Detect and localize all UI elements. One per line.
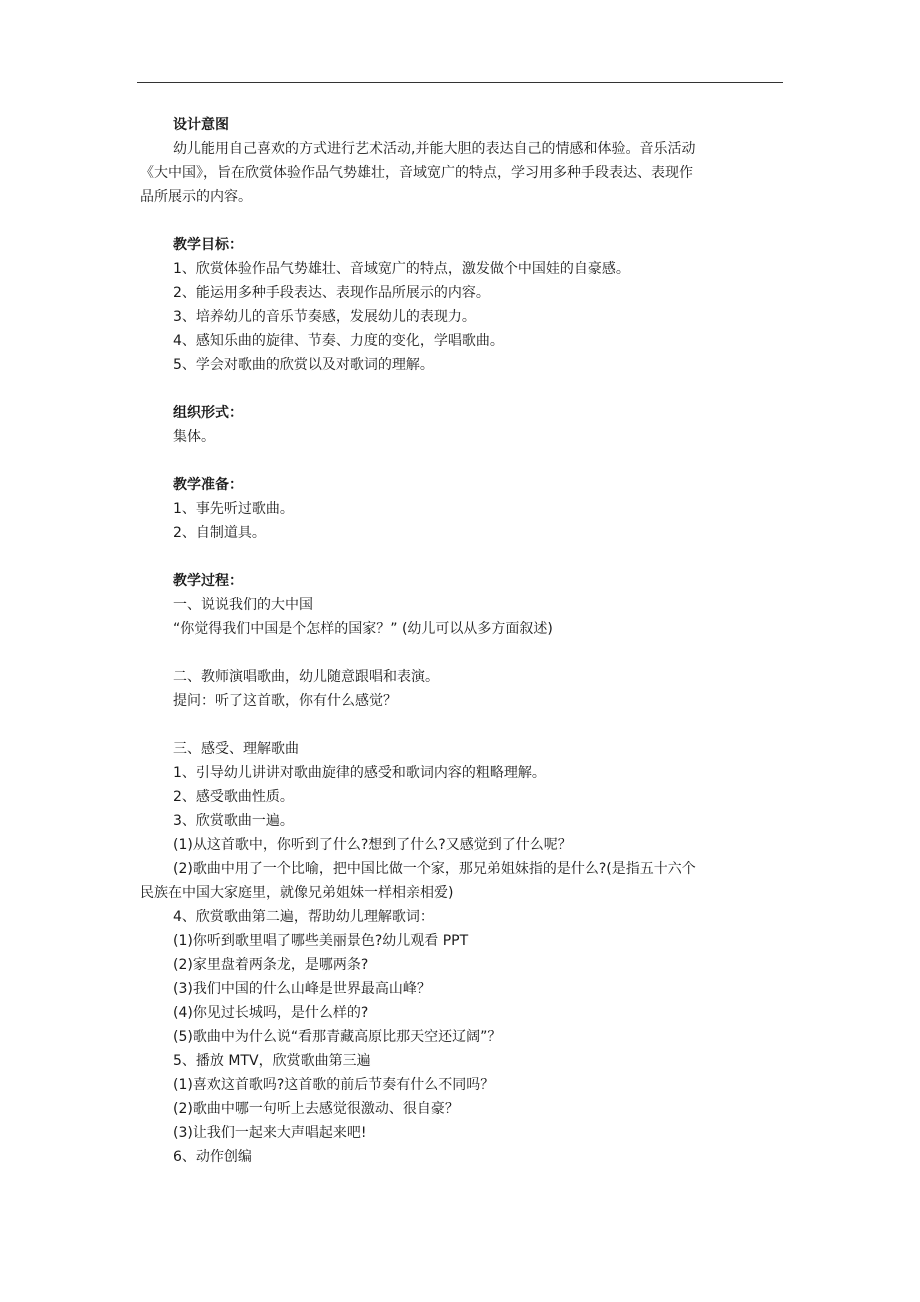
- list-item: (2)家里盘着两条龙，是哪两条?: [173, 957, 369, 973]
- list-item: (2)歌曲中用了一个比喻，把中国比做一个家，那兄弟姐妹指的是什么?(是指五十六个: [173, 861, 696, 877]
- list-item: (4)你见过长城吗，是什么样的?: [173, 1005, 369, 1021]
- list-item: 1、引导幼儿讲讲对歌曲旋律的感受和歌词内容的粗略理解。: [173, 765, 546, 781]
- list-item: 3、培养幼儿的音乐节奏感，发展幼儿的表现力。: [173, 309, 476, 325]
- list-item: (1)从这首歌中，你听到了什么?想到了什么?又感觉到了什么呢？: [173, 837, 572, 853]
- list-item: (1)你听到歌里唱了哪些美丽景色?幼儿观看 PPT: [173, 933, 469, 949]
- list-item: (5)歌曲中为什么说“看那青藏高原比那天空还辽阔”？: [173, 1029, 502, 1045]
- list-item: 1、欣赏体验作品气势雄壮、音域宽广的特点，激发做个中国娃的自豪感。: [173, 261, 630, 277]
- step-title: 一、说说我们的大中国: [173, 597, 313, 613]
- list-item: (1)喜欢这首歌吗?这首歌的前后节奏有什么不同吗？: [173, 1077, 495, 1093]
- list-item: 2、能运用多种手段表达、表现作品所展示的内容。: [173, 285, 490, 301]
- header-rule: [137, 82, 783, 83]
- paragraph-line: 《大中国》，旨在欣赏体验作品气势雄壮，音域宽广的特点，学习用多种手段表达、表现作: [140, 165, 693, 181]
- list-item: 5、学会对歌曲的欣赏以及对歌词的理解。: [173, 357, 434, 373]
- list-item: 4、欣赏歌曲第二遍，帮助幼儿理解歌词：: [173, 909, 434, 925]
- document-body: [140, 113, 780, 1169]
- step-title: 三、感受、理解歌曲: [173, 741, 299, 757]
- list-item: (3)我们中国的什么山峰是世界最高山峰？: [173, 981, 431, 997]
- list-item-continued: 民族在中国大家庭里，就像兄弟姐妹一样相亲相爱): [140, 885, 454, 901]
- step-text: “你觉得我们中国是个怎样的国家？” (幼儿可以从多方面叙述): [173, 621, 553, 637]
- paragraph-line: 品所展示的内容。: [140, 189, 252, 205]
- paragraph-line: 幼儿能用自己喜欢的方式进行艺术活动,并能大胆的表达自己的情感和体验。音乐活动: [173, 141, 696, 157]
- list-item: (2)歌曲中哪一句听上去感觉很激动、很自豪？: [173, 1101, 459, 1117]
- list-item: 5、播放 MTV，欣赏歌曲第三遍: [173, 1053, 371, 1069]
- form-text: 集体。: [173, 429, 215, 445]
- list-item: 3、欣赏歌曲一遍。: [173, 813, 294, 829]
- list-item: (3)让我们一起来大声唱起来吧!: [173, 1125, 367, 1141]
- list-item: 1、事先听过歌曲。: [173, 501, 294, 517]
- section-heading-prep: 教学准备：: [173, 477, 243, 493]
- step-title: 二、教师演唱歌曲，幼儿随意跟唱和表演。: [173, 669, 439, 685]
- list-item: 2、自制道具。: [173, 525, 266, 541]
- list-item: 2、感受歌曲性质。: [173, 789, 294, 805]
- section-heading-design: 设计意图: [173, 117, 229, 133]
- section-heading-goals: 教学目标：: [173, 237, 243, 253]
- section-heading-form: 组织形式：: [173, 405, 243, 421]
- list-item: 6、动作创编: [173, 1149, 252, 1165]
- step-text: 提问：听了这首歌，你有什么感觉？: [173, 693, 397, 709]
- section-heading-process: 教学过程：: [173, 573, 243, 589]
- list-item: 4、感知乐曲的旋律、节奏、力度的变化，学唱歌曲。: [173, 333, 504, 349]
